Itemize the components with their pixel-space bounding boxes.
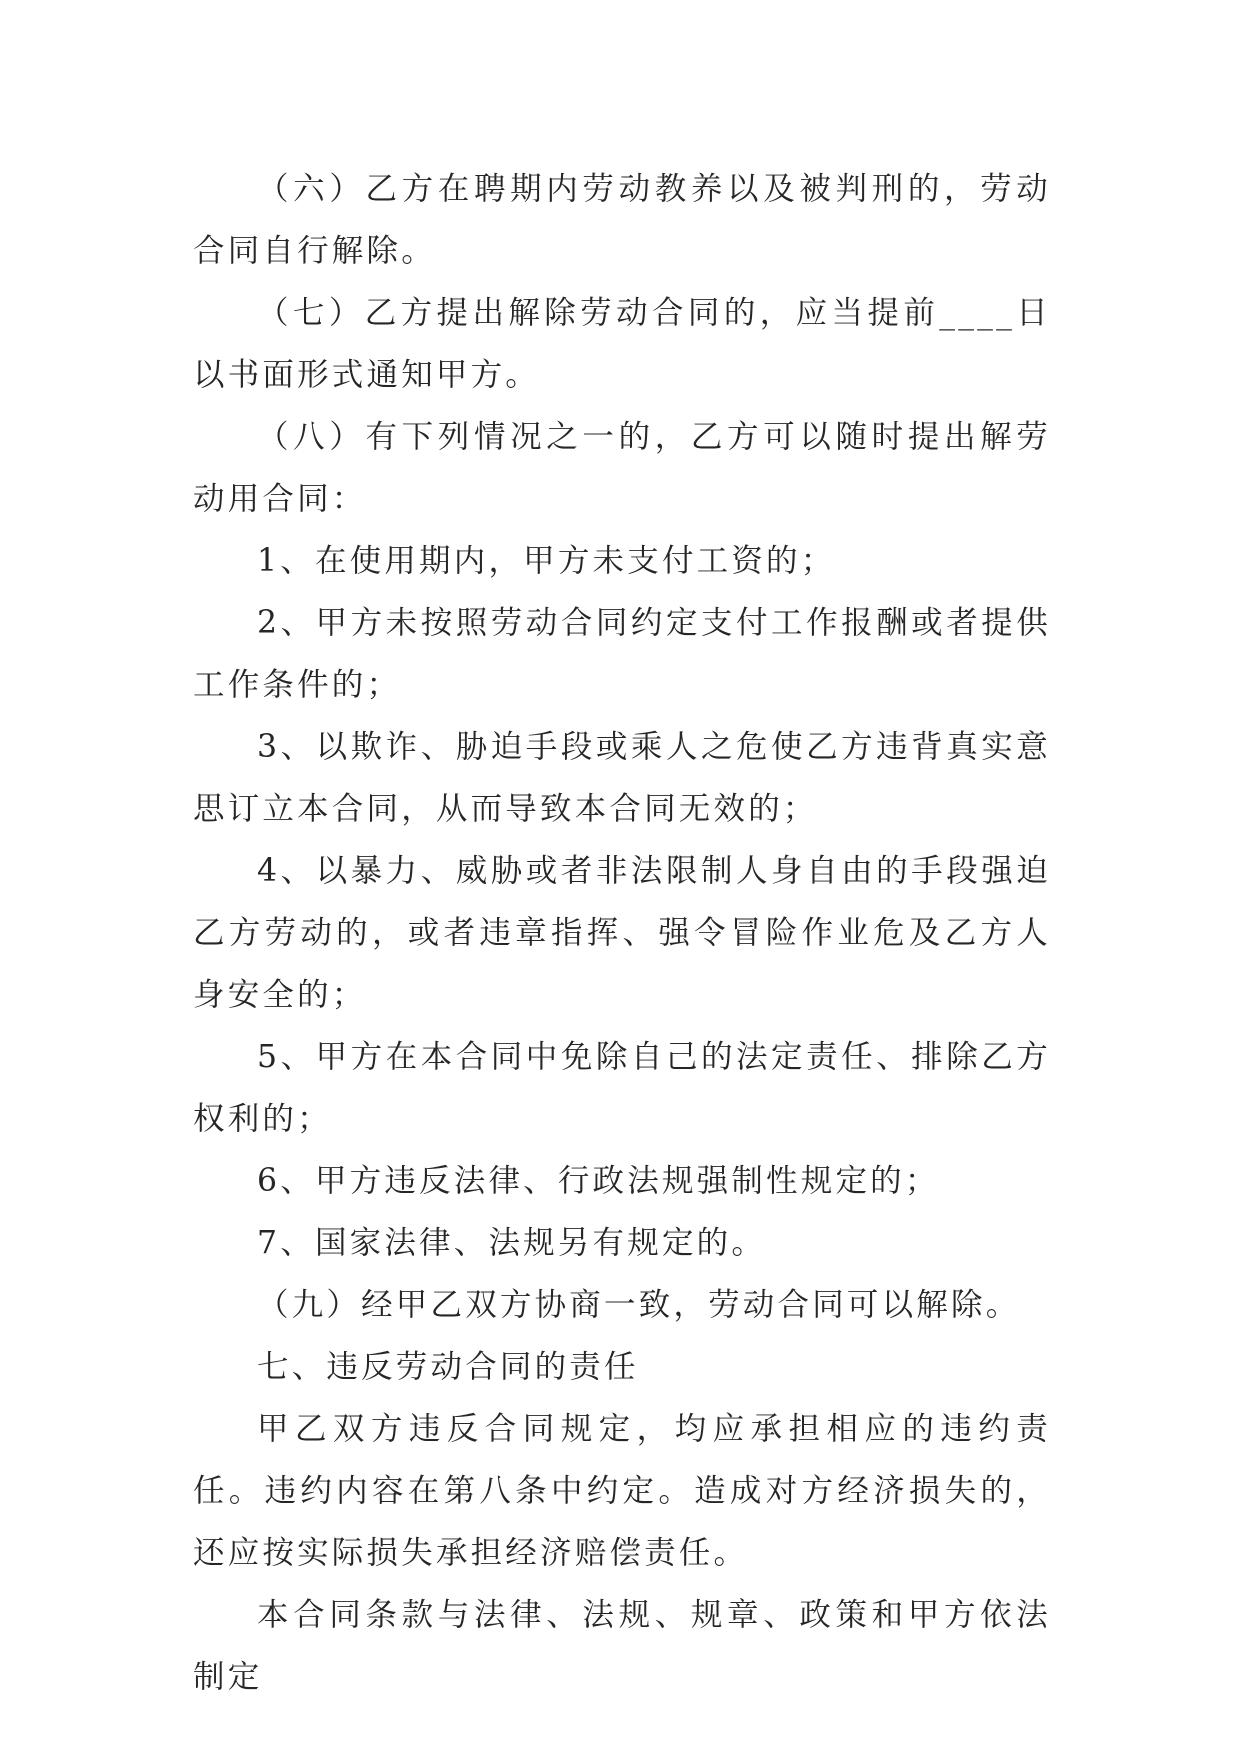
document-body: [193, 158, 1051, 1708]
liability-paragraph: 甲乙双方违反合同规定，均应承担相应的违约责任。违约内容在第八条中约定。造成对方经济损失的，还应按实际损失承担经济赔偿责任。: [193, 1411, 1051, 1571]
list-item-1: 1、在使用期内，甲方未支付工资的；: [257, 543, 836, 579]
list-item-6: 6、甲方违反法律、行政法规强制性规定的；: [257, 1163, 940, 1199]
list-item-5: 5、甲方在本合同中免除自己的法定责任、排除乙方权利的；: [193, 1039, 1051, 1137]
clause-6-paragraph: （六）乙方在聘期内劳动教养以及被判刑的，劳动合同自行解除。: [193, 171, 1051, 269]
list-item-2: 2、甲方未按照劳动合同约定支付工作报酬或者提供工作条件的；: [193, 605, 1051, 703]
list-item-4: 4、以暴力、威胁或者非法限制人身自由的手段强迫乙方劳动的，或者违章指挥、强令冒险作业危及乙方人身安全的；: [193, 853, 1051, 1013]
clause-8-paragraph: （八）有下列情况之一的，乙方可以随时提出解劳动用合同：: [193, 419, 1051, 517]
closing-paragraph: 本合同条款与法律、法规、规章、政策和甲方依法制定: [193, 1597, 1051, 1695]
clause-7-paragraph: （七）乙方提出解除劳动合同的，应当提前____日以书面形式通知甲方。: [193, 295, 1051, 393]
list-item-3: 3、以欺诈、胁迫手段或乘人之危使乙方违背真实意思订立本合同，从而导致本合同无效的；: [193, 729, 1051, 827]
section-heading: 七、违反劳动合同的责任: [257, 1349, 639, 1385]
list-item-7: 7、国家法律、法规另有规定的。: [257, 1225, 767, 1261]
clause-9-paragraph: （九）经甲乙双方协商一致，劳动合同可以解除。: [257, 1287, 1021, 1323]
